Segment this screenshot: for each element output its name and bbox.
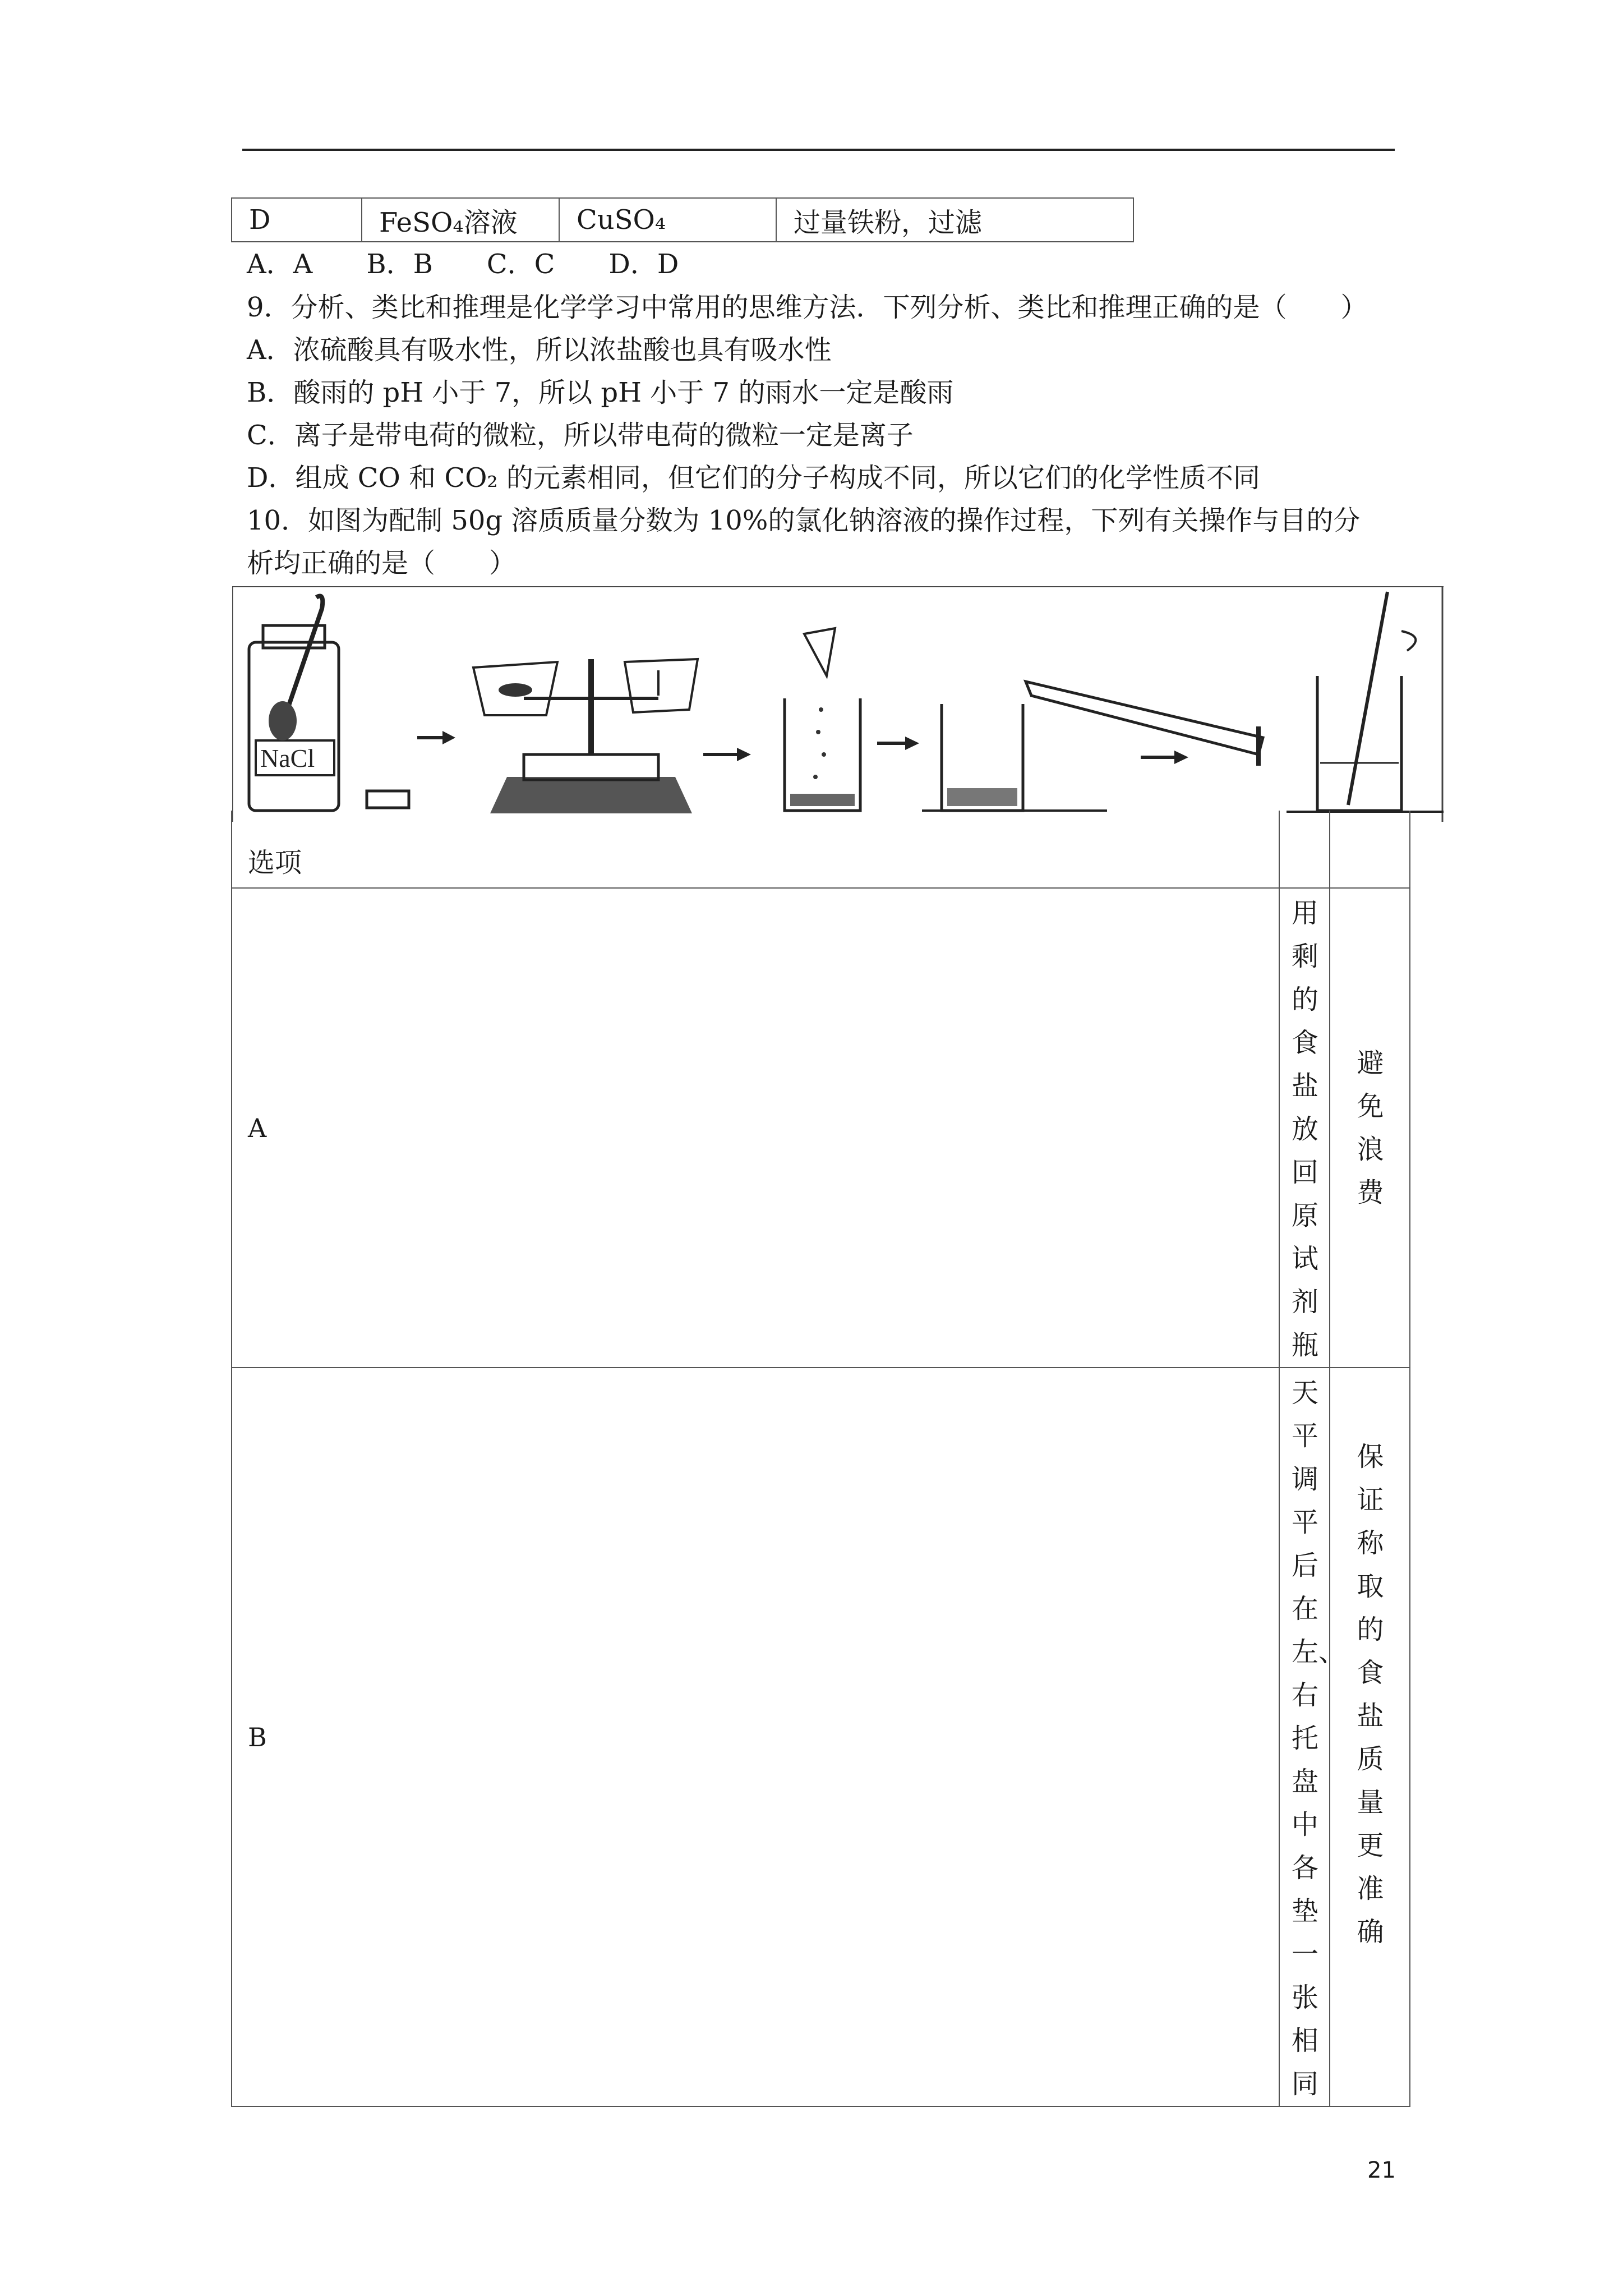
q10-stem-line1: 10．如图为配制 50g 溶质质量分数为 10%的氯化钠溶液的操作过程，下列有关操作与目的分 xyxy=(247,505,1361,536)
row-operation-cell xyxy=(1279,888,1330,1368)
row-purpose-cell xyxy=(1330,1368,1410,2106)
row-option-cell: A xyxy=(232,888,1279,1368)
q10-stem-line2: 析均正确的是（ ） xyxy=(247,547,517,579)
q9-option-c: C．离子是带电荷的微粒，所以带电荷的微粒一定是离子 xyxy=(247,420,914,451)
q8-choices: A．A B．B C．C D．D xyxy=(247,249,679,280)
arrow-icon xyxy=(877,737,919,750)
impurity-table xyxy=(231,197,1134,242)
q9-option-a: A．浓硫酸具有吸水性，所以浓盐酸也具有吸水性 xyxy=(247,334,832,366)
option-cell: D xyxy=(232,198,362,242)
q9-option-b: B．酸雨的 pH 小于 7，所以 pH 小于 7 的雨水一定是酸雨 xyxy=(247,377,954,408)
arrow-icon xyxy=(703,748,751,761)
cylinder-icon xyxy=(922,682,1263,811)
table-row xyxy=(232,198,1133,242)
table-row xyxy=(232,1368,1410,2106)
header-option-cell: 选项 xyxy=(232,811,1279,888)
impurity-cell: CuSO₄ xyxy=(559,198,776,242)
table-row xyxy=(232,888,1410,1368)
operation-text: 用剩的食盐放回原试剂瓶 xyxy=(1292,898,1319,1361)
purpose-text: 避免浪费 xyxy=(1357,1047,1384,1208)
row-operation-cell xyxy=(1279,1368,1346,2106)
solution-prep-figure xyxy=(232,586,1444,822)
table-row xyxy=(232,811,1410,888)
substance-cell: FeSO₄溶液 xyxy=(362,198,559,242)
header-rule xyxy=(242,149,1395,151)
options-table xyxy=(231,811,1410,2107)
stirring-beaker-icon xyxy=(1287,592,1444,812)
header-operation-cell xyxy=(1279,811,1330,888)
row-purpose-cell xyxy=(1330,888,1410,1368)
arrow-icon xyxy=(1141,751,1188,764)
q9-option-d: D．组成 CO 和 CO₂ 的元素相同，但它们的分子构成不同，所以它们的化学性质不同 xyxy=(247,462,1260,494)
row-option-cell: B xyxy=(232,1368,1279,2106)
method-cell: 过量铁粉，过滤 xyxy=(776,198,1133,242)
q9-stem: 9．分析、类比和推理是化学学习中常用的思维方法．下列分析、类比和推理正确的是（ ） xyxy=(247,292,1368,323)
reagent-bottle-icon xyxy=(249,596,409,811)
balance-icon xyxy=(473,659,698,813)
beaker-icon xyxy=(785,628,860,811)
purpose-text: 保证称取的食盐质量更准确 xyxy=(1357,1441,1384,1948)
page-number: 21 xyxy=(1367,2157,1396,2183)
header-purpose-cell xyxy=(1330,811,1410,888)
bottle-label: NaCl xyxy=(260,744,315,772)
operation-text: 天平调平后在左、右托盘中各垫一张相同 xyxy=(1292,1377,1346,2100)
arrow-icon xyxy=(417,731,455,744)
